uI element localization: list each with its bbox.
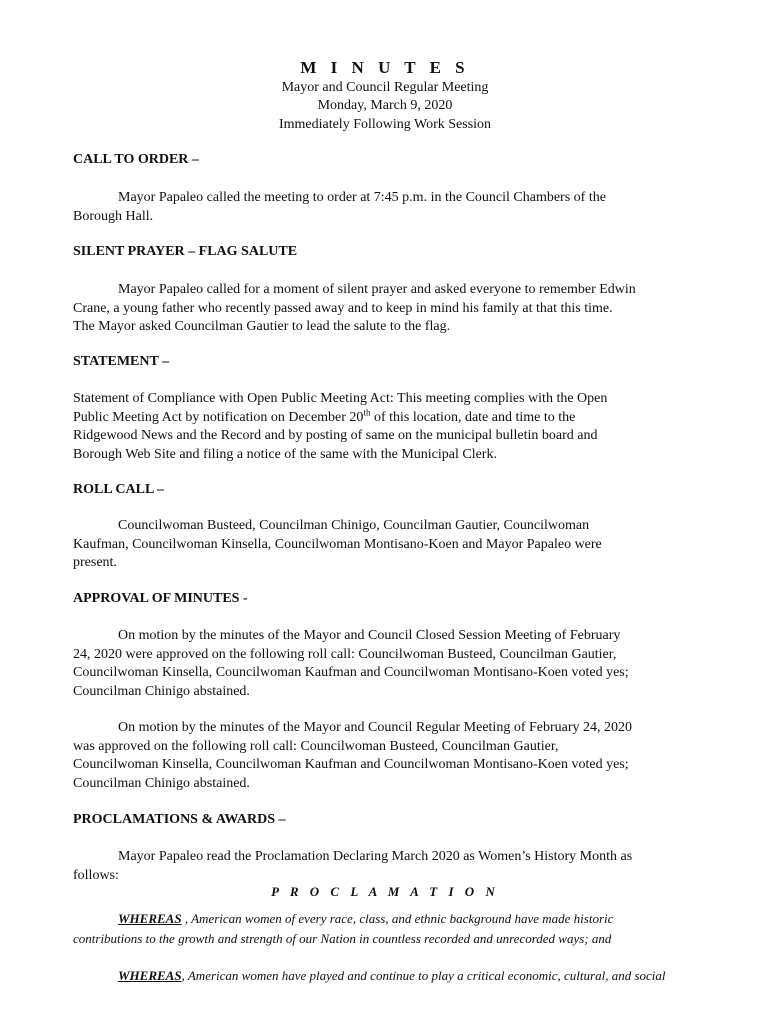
paragraph-line — [73, 406, 688, 428]
paragraph-line: Councilman Chinigo abstained. — [73, 683, 250, 699]
ordinal-suffix: th — [363, 406, 371, 417]
paragraph-line: Councilman Chinigo abstained. — [73, 775, 250, 791]
paragraph-line: present. — [73, 555, 117, 570]
silent-prayer-paragraph — [73, 281, 688, 337]
whereas-label: WHEREAS — [118, 968, 182, 983]
paragraph-line: On motion by the minutes of the Mayor and Council Closed Session Meeting of February — [118, 628, 621, 643]
approval-paragraph-2 — [73, 719, 688, 793]
meeting-timing: Immediately Following Work Session — [278, 117, 492, 132]
paragraph-line: Borough Hall. — [73, 208, 154, 224]
whereas-text: , American women of every race, class, and ethnic background have made historic — [181, 911, 614, 926]
whereas-label: WHEREAS — [118, 911, 182, 926]
document-title: M I N U T E S — [300, 58, 470, 77]
paragraph-line: was approved on the following roll call: Councilwoman Busteed, Councilman Gautier, — [73, 738, 559, 754]
paragraph-line — [73, 909, 713, 929]
paragraph-line: 24, 2020 were approved on the following roll call: Councilwoman Busteed, Councilman Gautier, — [73, 646, 617, 662]
approval-paragraph-1 — [73, 627, 688, 701]
call-to-order-heading: CALL TO ORDER – — [73, 152, 199, 167]
paragraph-line: Councilwoman Busteed, Councilman Chinigo, Councilman Gautier, Councilwoman — [118, 518, 590, 533]
proclamations-heading: PROCLAMATIONS & AWARDS – — [73, 812, 286, 827]
paragraph-line: On motion by the minutes of the Mayor and Council Regular Meeting of February 24, 2020 — [118, 720, 633, 735]
call-to-order-paragraph — [73, 189, 688, 226]
paragraph-line: Ridgewood News and the Record and by posting of same on the municipal bulletin board and — [73, 428, 598, 443]
whereas-text: , American women have played and continue to play a critical economic, cultural, and social — [181, 968, 666, 983]
paragraph-line: Mayor Papaleo called the meeting to order at 7:45 p.m. in the Council Chambers of the — [118, 190, 606, 205]
meeting-name: Mayor and Council Regular Meeting — [281, 80, 489, 95]
paragraph-line — [73, 966, 713, 986]
paragraph-line: Councilwoman Kinsella, Councilwoman Kaufman and Councilwoman Montisano-Koen voted yes; — [73, 665, 629, 680]
whereas-paragraph-2 — [73, 966, 713, 986]
roll-call-paragraph — [73, 517, 688, 573]
statement-text: Public Meeting Act by notification on December 20 — [73, 409, 364, 425]
paragraph-line: The Mayor asked Councilman Gautier to lead the salute to the flag. — [73, 319, 451, 334]
statement-text: of this location, date and time to the — [370, 409, 576, 425]
paragraph-line: Crane, a young father who recently passed away and to keep in mind his family at that this time. — [73, 300, 613, 316]
whereas-paragraph-1 — [73, 909, 713, 949]
paragraph-line: Borough Web Site and filing a notice of the same with the Municipal Clerk. — [73, 446, 497, 462]
paragraph-line: Statement of Compliance with Open Public Meeting Act: This meeting complies with the Open — [73, 391, 608, 406]
silent-prayer-heading: SILENT PRAYER – FLAG SALUTE — [73, 244, 298, 259]
statement-heading: STATEMENT – — [73, 354, 170, 369]
paragraph-line: Mayor Papaleo read the Proclamation Declaring March 2020 as Women’s History Month as — [118, 849, 633, 864]
meeting-date: Monday, March 9, 2020 — [317, 98, 453, 113]
paragraph-line: Mayor Papaleo called for a moment of silent prayer and asked everyone to remember Edwin — [118, 282, 636, 297]
paragraph-line: Councilwoman Kinsella, Councilwoman Kaufman and Councilwoman Montisano-Koen voted yes; — [73, 757, 629, 772]
statement-paragraph — [73, 390, 688, 464]
paragraph-line: contributions to the growth and strength of our Nation in countless recorded and unrecorded ways; and — [73, 931, 612, 946]
roll-call-heading: ROLL CALL – — [73, 482, 165, 497]
proclamation-title: P R O C L A M A T I O N — [271, 884, 499, 899]
paragraph-line: Kaufman, Councilwoman Kinsella, Councilwoman Montisano-Koen and Mayor Papaleo were — [73, 536, 602, 552]
paragraph-line: follows: — [73, 867, 119, 883]
proclamations-intro — [73, 848, 688, 885]
approval-heading: APPROVAL OF MINUTES - — [73, 591, 248, 606]
